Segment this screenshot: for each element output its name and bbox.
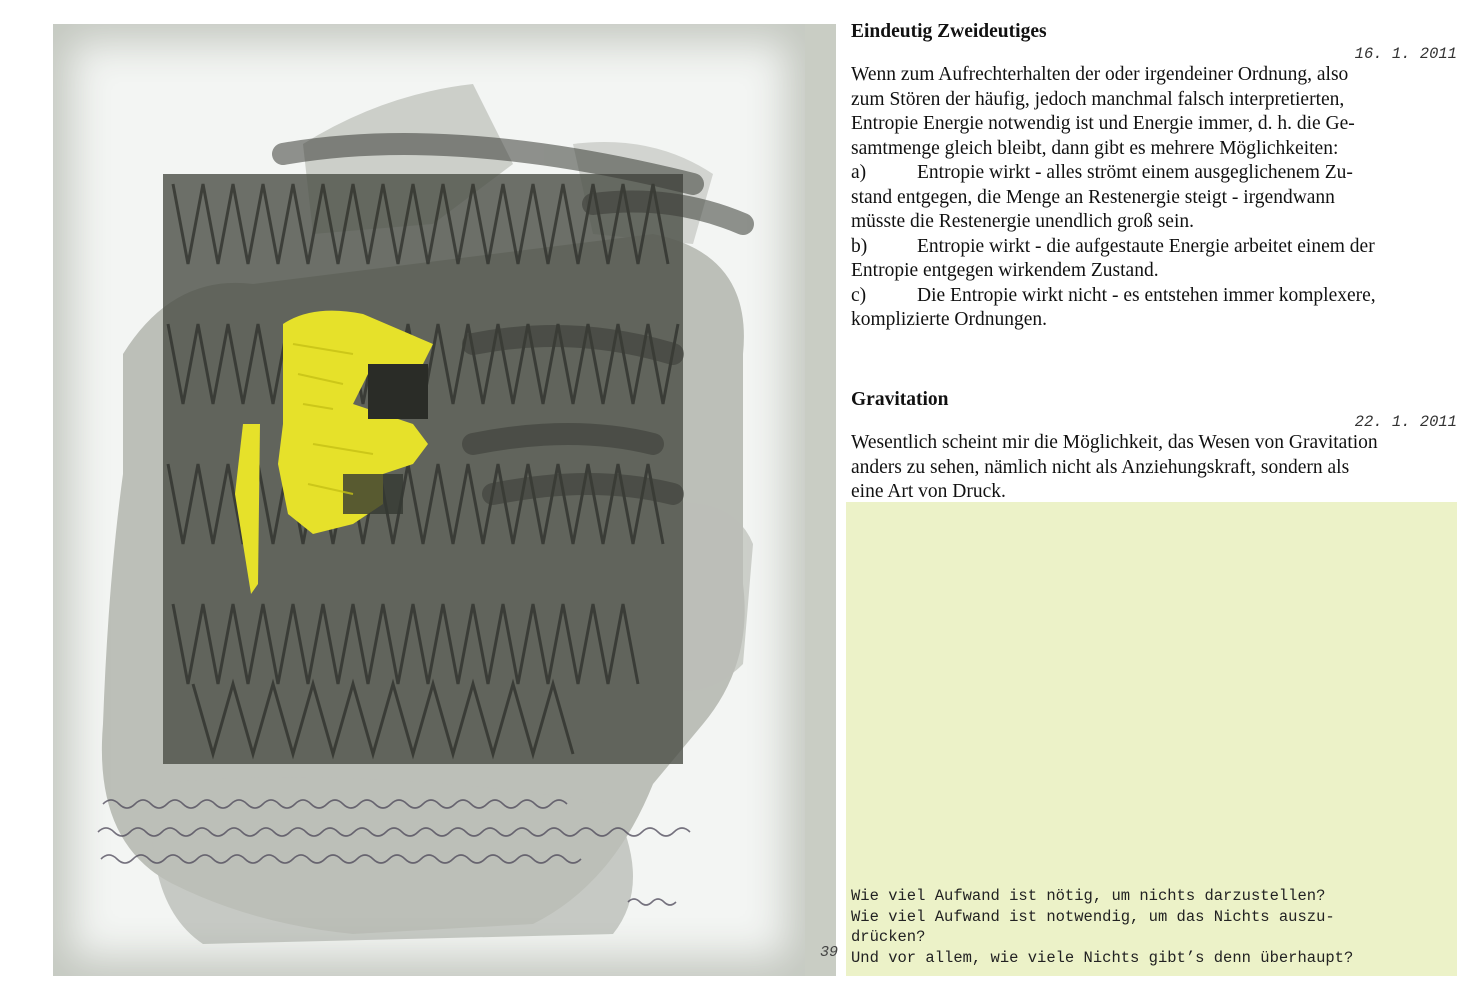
page-number: 39 bbox=[819, 944, 838, 961]
list-marker: a) bbox=[851, 162, 867, 183]
section-date: 22. 1. 2011 bbox=[1354, 413, 1457, 431]
note-line: Wie viel Aufwand ist notwendig, um das Nichts auszu- bbox=[851, 907, 1335, 926]
painting-illustration bbox=[53, 24, 805, 976]
note-line: drücken? bbox=[851, 928, 926, 946]
list-marker: b) bbox=[851, 235, 868, 257]
list-marker: c) bbox=[851, 284, 867, 306]
list-item-c bbox=[851, 284, 1457, 333]
text-line: stand entgegen, die Menge an Restenergie steigt - irgendwann bbox=[851, 186, 1335, 208]
list-item-b bbox=[851, 235, 1457, 284]
text-line: Wesentlich scheint mir die Möglichkeit, das Wesen von Gravitation bbox=[851, 432, 1378, 453]
section-intro bbox=[851, 63, 1457, 161]
section-title: Gravitation bbox=[851, 389, 949, 410]
section-body bbox=[851, 431, 1457, 505]
artwork-painting bbox=[53, 24, 805, 976]
note-line: Wie viel Aufwand ist nötig, um nichts darzustellen? bbox=[851, 887, 1326, 905]
text-line: Entropie Energie notwendig ist und Energie immer, d. h. die Ge- bbox=[851, 113, 1355, 134]
text-line: müsste die Restenergie unendlich groß sein. bbox=[851, 211, 1194, 232]
text-line: Entropie wirkt - alles strömt einem ausgeglichenem Zu- bbox=[917, 162, 1353, 183]
section-eindeutig-zweideutiges bbox=[851, 20, 1457, 333]
section-date: 16. 1. 2011 bbox=[1354, 45, 1457, 63]
text-line: Wenn zum Aufrechterhalten der oder irgendeiner Ordnung, also bbox=[851, 64, 1349, 85]
note-line: Und vor allem, wie viele Nichts gibt’s denn überhaupt? bbox=[851, 948, 1354, 967]
artwork-frame bbox=[53, 24, 836, 976]
note-box bbox=[846, 502, 1457, 976]
text-line: Entropie entgegen wirkendem Zustand. bbox=[851, 260, 1159, 281]
text-line: komplizierte Ordnungen. bbox=[851, 309, 1048, 330]
text-line: zum Stören der häufig, jedoch manchmal falsch interpretierten, bbox=[851, 88, 1345, 110]
text-line: Entropie wirkt - die aufgestaute Energie arbeitet einem der bbox=[917, 235, 1375, 257]
text-line: eine Art von Druck. bbox=[851, 481, 1006, 502]
section-title: Eindeutig Zweideutiges bbox=[851, 21, 1047, 42]
section-gravitation bbox=[851, 388, 1457, 505]
text-line: Die Entropie wirkt nicht - es entstehen immer komplexere, bbox=[917, 284, 1376, 306]
text-line: anders zu sehen, nämlich nicht als Anziehungskraft, sondern als bbox=[851, 456, 1350, 478]
list-item-a bbox=[851, 161, 1457, 235]
note-text bbox=[851, 886, 1455, 968]
text-line: samtmenge gleich bleibt, dann gibt es mehrere Möglichkeiten: bbox=[851, 137, 1339, 159]
